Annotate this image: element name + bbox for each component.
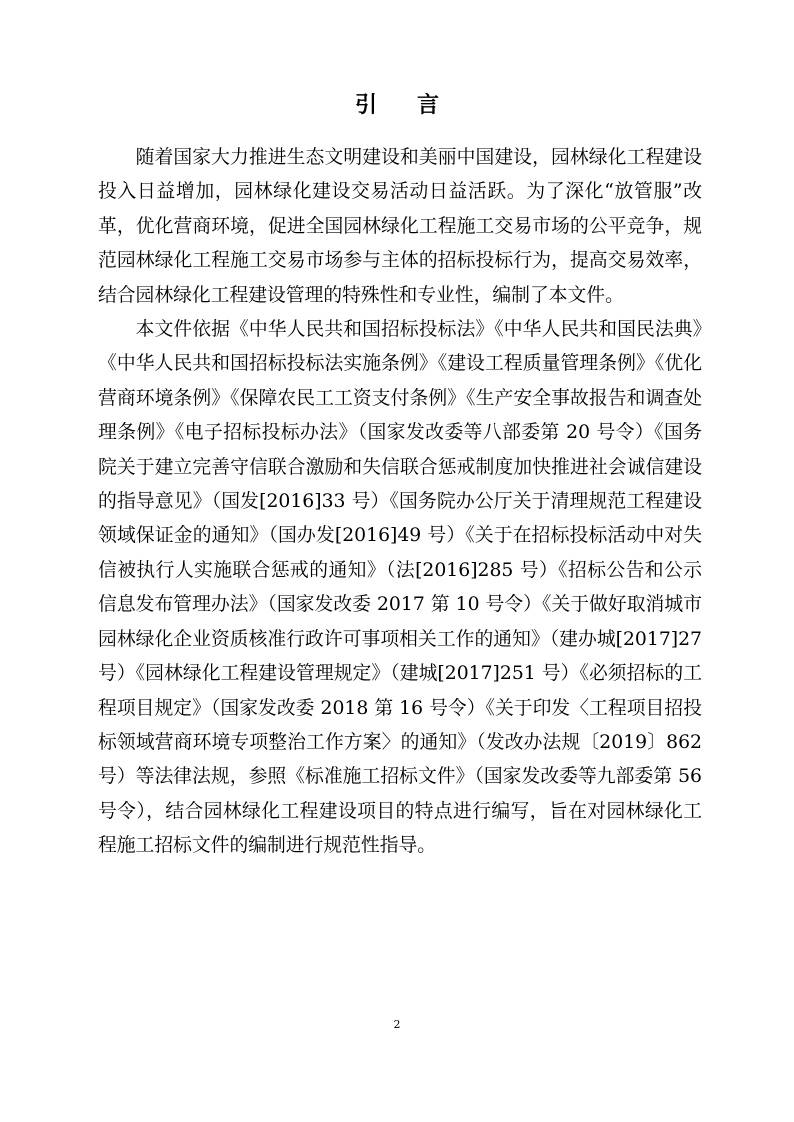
page-title: 引言 — [354, 93, 479, 118]
body-text — [98, 141, 702, 864]
paragraph-intro: 随着国家大力推进生态文明建设和美丽中国建设，园林绿化工程建设投入日益增加，园林绿化建设交易活动日益活跃。为了深化“放管服”改革，优化营商环境，促进全国园林绿化工程施工交易市场的公平竞争，规范园林绿化工程施工交易市场参与主体的招标投标行为，提高交易效率，结合园林绿化工程建设管理的特殊性和专业性，编制了本文件。 — [98, 147, 702, 306]
page-number: 2 — [393, 1018, 401, 1031]
paragraph-legal-basis: 本文件依据《中华人民共和国招标投标法》《中华人民共和国民法典》《中华人民共和国招标投标法实施条例》《建设工程质量管理条例》《优化营商环境条例》《保障农民工工资支付条例》《生产安全事故报告和调查处理条例》《电子招标投标办法》（国家发改委等八部委第 20 号令）《国务院关于建立完善守信联合激励和失信联合惩戒制度加快推进社会诚信建设的指导意见》（国发[2016]33 号）《国务院办公厅关于清理规范工程建设领域保证金的通知》（国办发[2016]49 号）《关于在招标投标活动中对失信被执行人实施联合惩戒的通知》（法[2016]285 号）《招标公告和公示信息发布管理办法》（国家发改委 2017 第 10 号令）《关于做好取消城市园林绿化企业资质核准行政许可事项相关工作的通知》（建办城[2017]27 号）《园林绿化工程建设管理规定》（建城[2017]251 号）《必须招标的工程项目规定》（国家发改委 2018 第 16 号令）《关于印发〈工程项目招投标领域营商环境专项整治工作方案〉的通知》（发改办法规〔2019〕862 号）等法律法规，参照《标准施工招标文件》（国家发改委等九部委第 56 号令），结合园林绿化工程建设项目的特点进行编写，旨在对园林绿化工程施工招标文件的编制进行规范性指导。 — [98, 319, 702, 857]
